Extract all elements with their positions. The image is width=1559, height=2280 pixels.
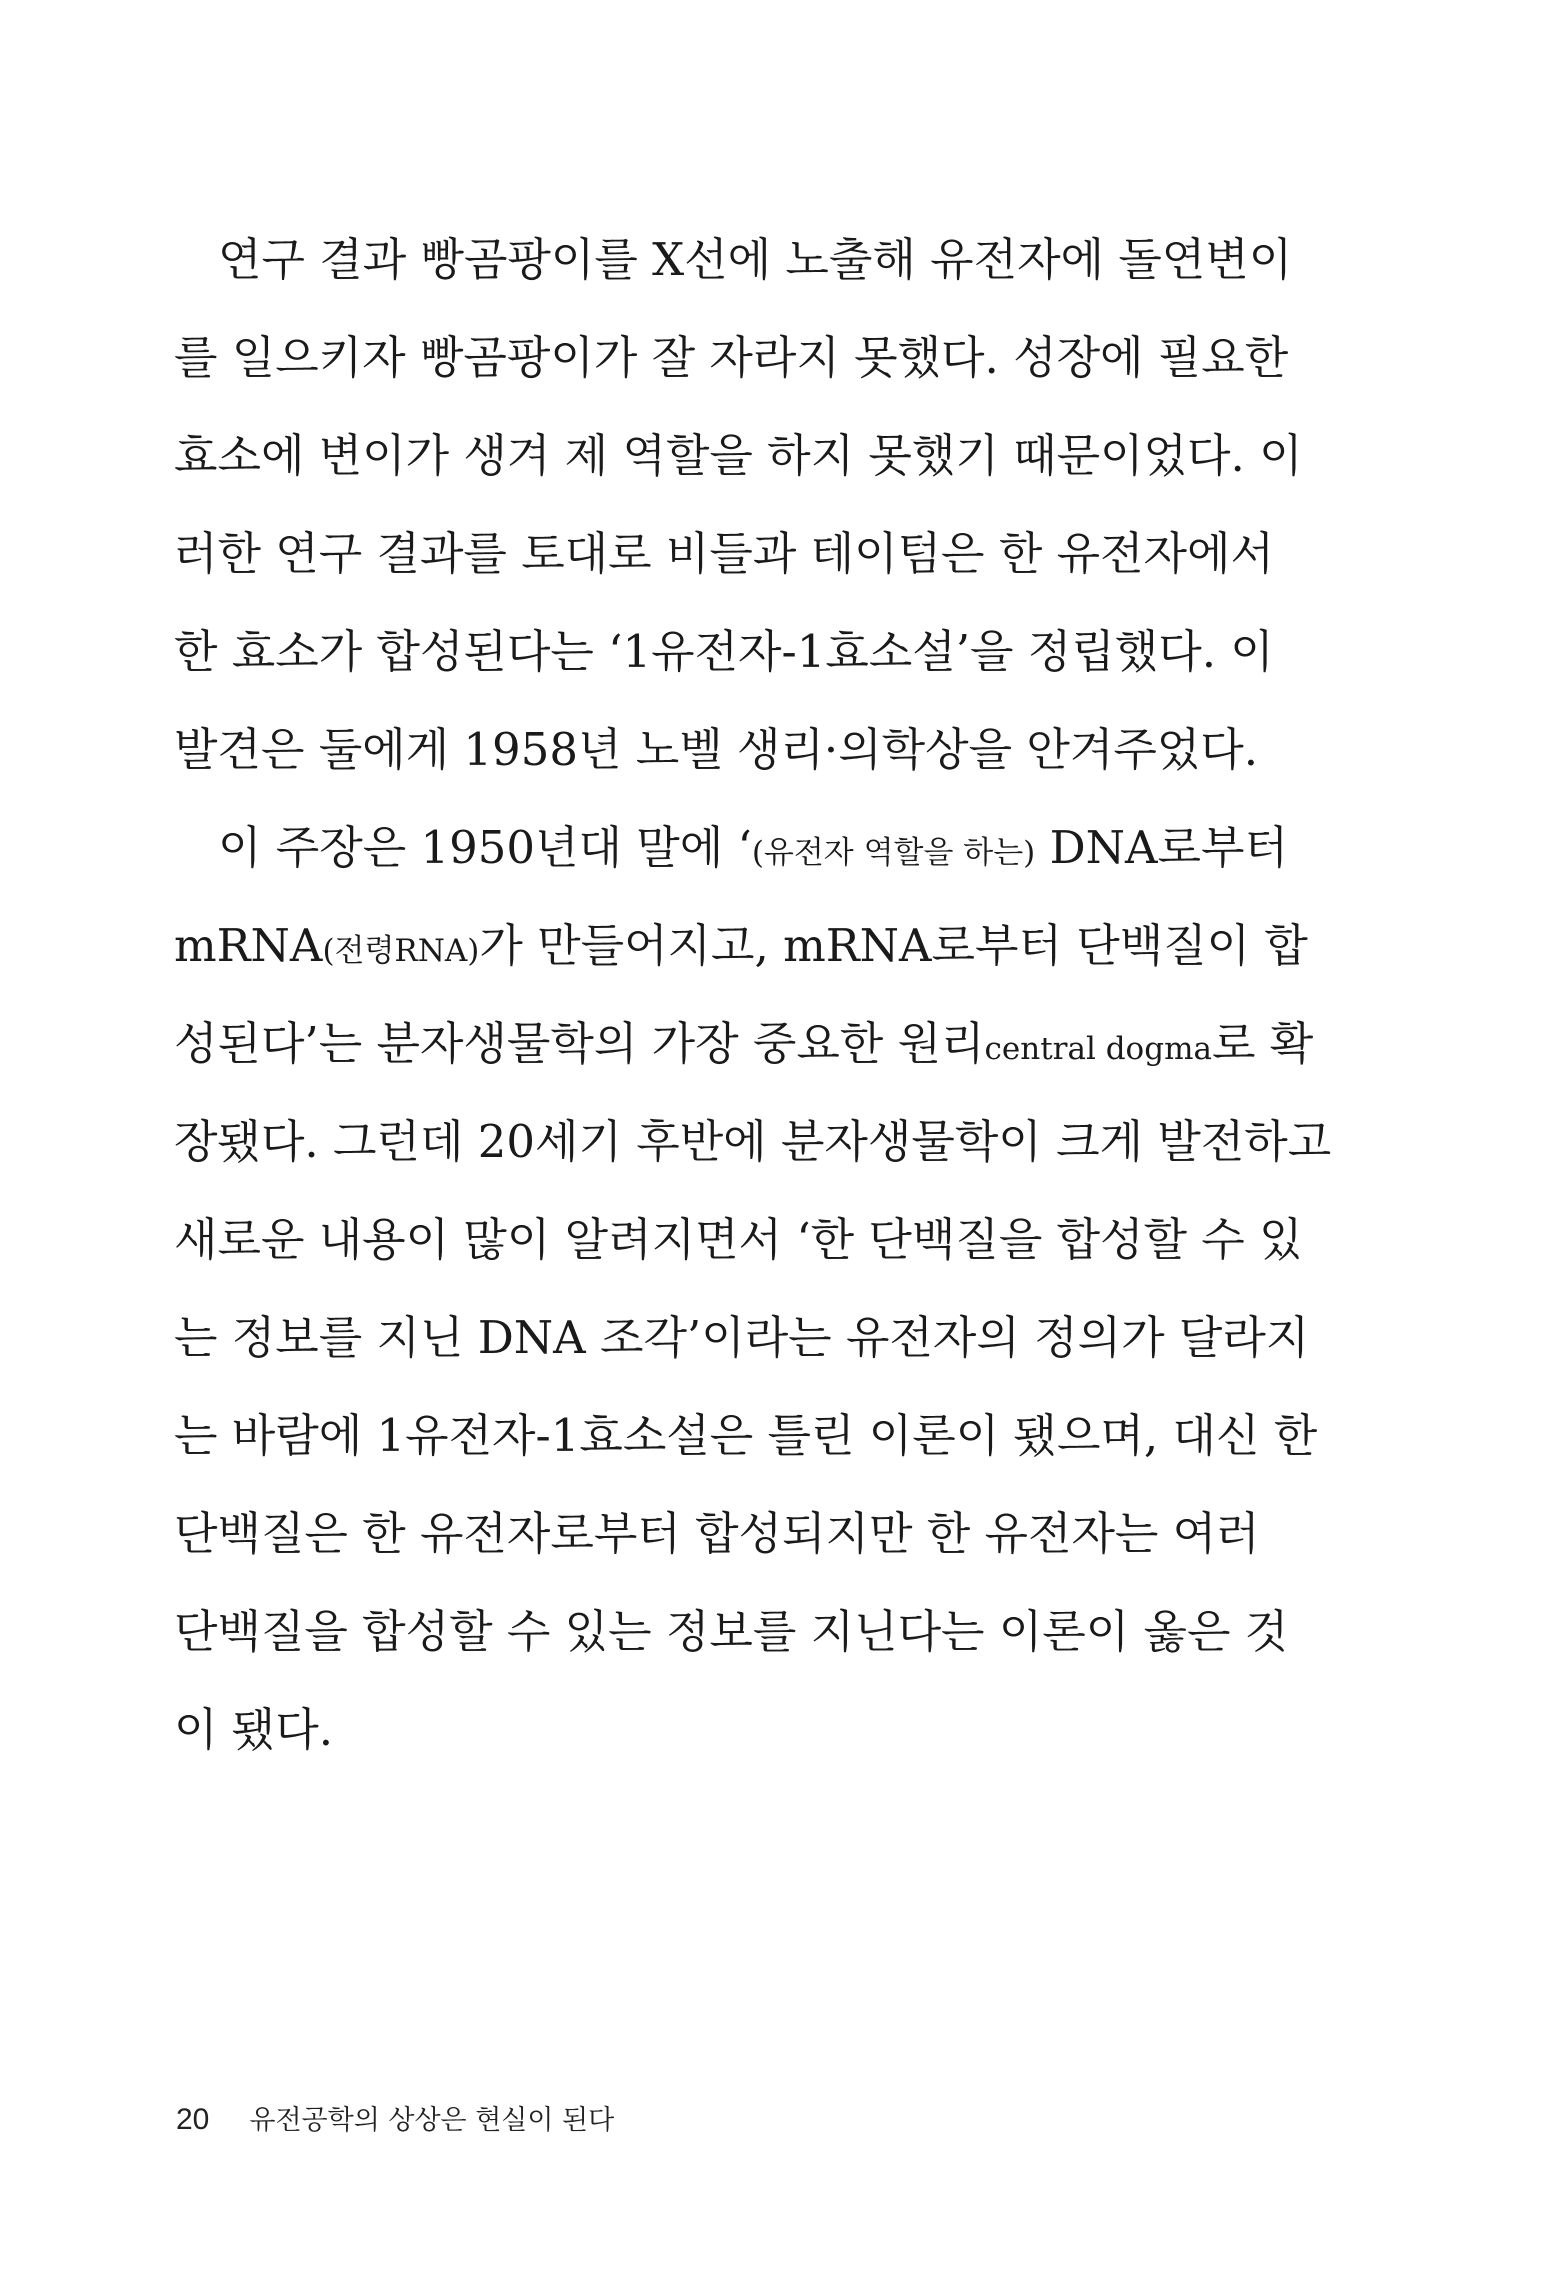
text-run: DNA로부터	[1035, 821, 1288, 874]
body-text	[174, 211, 1332, 1779]
paragraph-1	[174, 211, 1303, 799]
text-run: mRNA	[174, 919, 323, 972]
text-line: 를 일으키자 빵곰팡이가 잘 자라지 못했다. 성장에 필요한	[174, 331, 1289, 384]
text-line: 단백질은 한 유전자로부터 합성되지만 한 유전자는 여러	[174, 1507, 1260, 1560]
paragraph-2	[174, 799, 1332, 1779]
text-run: 로 확	[1211, 1017, 1314, 1070]
text-line	[174, 995, 1314, 1093]
page-footer	[176, 2100, 614, 2140]
small-annotation: (전령RNA)	[322, 933, 480, 969]
text-line: 연구 결과 빵곰팡이를 X선에 노출해 유전자에 돌연변이	[218, 233, 1293, 286]
small-annotation: (유전자 역할을 하는)	[751, 835, 1036, 871]
text-line: 는 바람에 1유전자-1효소설은 틀린 이론이 됐으며, 대신 한	[174, 1409, 1318, 1462]
text-line: 새로운 내용이 많이 알려지면서 ‘한 단백질을 합성할 수 있	[174, 1213, 1303, 1266]
text-line	[174, 799, 1288, 897]
small-annotation: central dogma	[984, 1031, 1212, 1067]
running-title: 유전공학의 상상은 현실이 된다	[249, 2105, 615, 2136]
page-number: 20	[176, 2103, 210, 2136]
text-line: 효소에 변이가 생겨 제 역할을 하지 못했기 때문이었다. 이	[174, 429, 1303, 482]
text-line: 이 됐다.	[174, 1703, 334, 1756]
text-line	[174, 897, 1308, 995]
text-line: 러한 연구 결과를 토대로 비들과 테이텀은 한 유전자에서	[174, 527, 1274, 580]
text-run: 가 만들어지고, mRNA로부터 단백질이 합	[479, 919, 1308, 972]
text-line: 는 정보를 지닌 DNA 조각’이라는 유전자의 정의가 달라지	[174, 1311, 1310, 1364]
text-line: 단백질을 합성할 수 있는 정보를 지닌다는 이론이 옳은 것	[174, 1605, 1289, 1658]
text-run: 이 주장은 1950년대 말에 ‘	[218, 821, 752, 874]
text-run: 성된다’는 분자생물학의 가장 중요한 원리	[174, 1017, 985, 1070]
text-line: 장됐다. 그런데 20세기 후반에 분자생물학이 크게 발전하고	[174, 1115, 1332, 1168]
text-line: 한 효소가 합성된다는 ‘1유전자-1효소설’을 정립했다. 이	[174, 625, 1274, 678]
text-line: 발견은 둘에게 1958년 노벨 생리·의학상을 안겨주었다.	[174, 723, 1259, 776]
